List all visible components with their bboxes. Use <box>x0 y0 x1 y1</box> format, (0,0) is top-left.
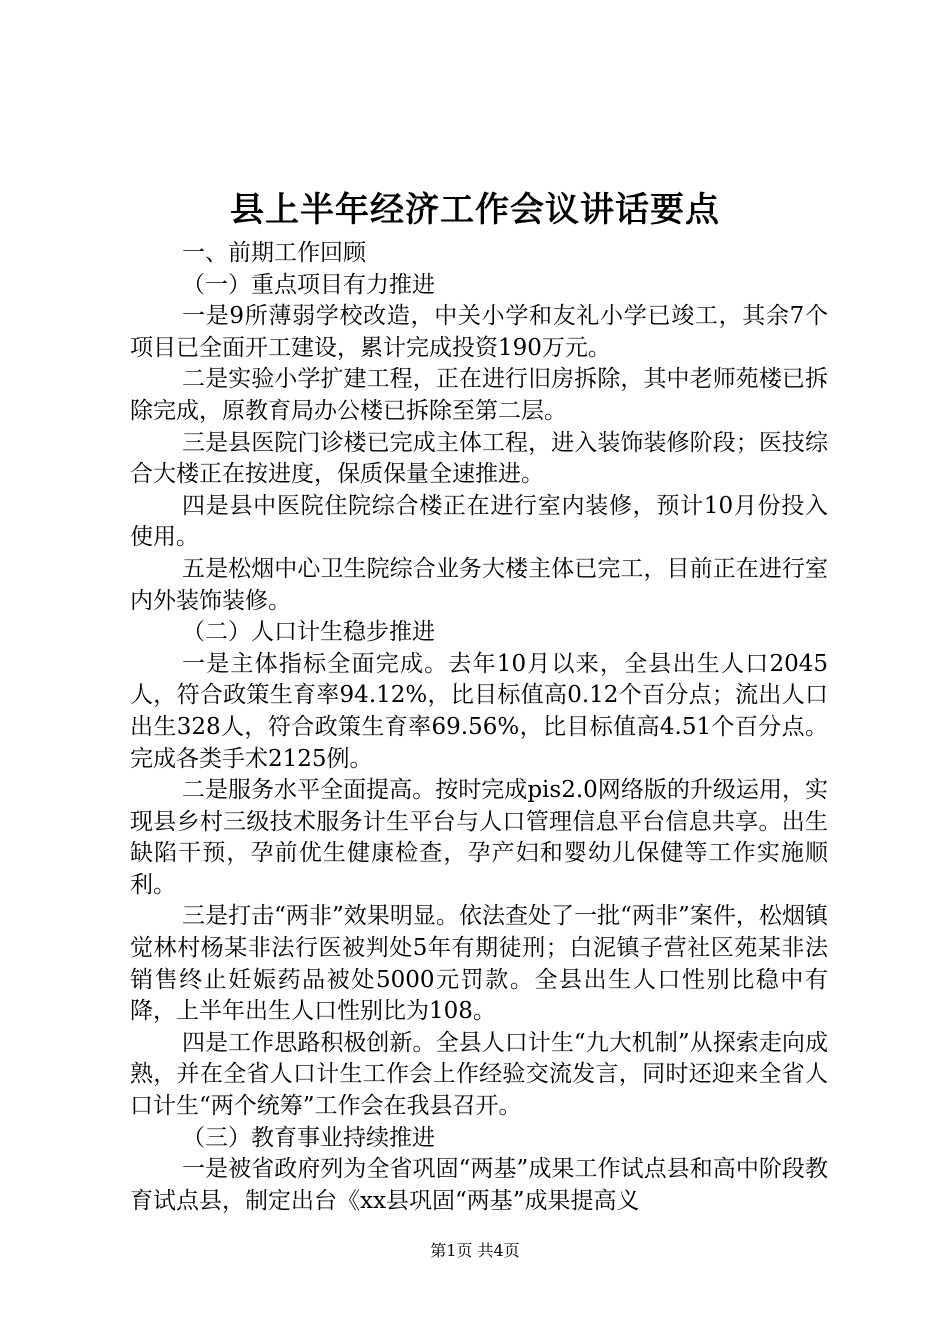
subsection-heading: （二）人口计生稳步推进 <box>182 619 435 646</box>
body-paragraph: 二是实验小学扩建工程，正在进行旧房拆除，其中老师苑楼已拆除完成，原教育局办公楼已拆除至第二层。 <box>130 366 828 424</box>
body-paragraph: 四是县中医院住院综合楼正在进行室内装修，预计10月份投入使用。 <box>130 492 828 551</box>
subsection-heading: （一）重点项目有力推进 <box>182 271 435 298</box>
page-number-footer: 第1页 共4页 <box>430 1241 520 1260</box>
document-body <box>130 238 828 1217</box>
body-paragraph: 五是松烟中心卫生院综合业务大楼主体已完工，目前正在进行室内外装饰装修。 <box>130 555 828 614</box>
document-title: 县上半年经济工作会议讲话要点 <box>230 190 720 230</box>
body-paragraph: 二是服务水平全面提高。按时完成pis2.0网络版的升级运用，实现县乡村三级技术服务计生平台与人口管理信息平台信息共享。出生缺陷干预，孕前优生健康检查，孕产妇和婴幼儿保健等工作实施顺利。 <box>130 777 828 898</box>
body-paragraph: 三是县医院门诊楼已完成主体工程，进入装饰装修阶段；医技综合大楼正在按进度，保质保量全速推进。 <box>130 429 828 488</box>
body-paragraph: 三是打击“两非”效果明显。依法查处了一批“两非”案件，松烟镇觉林村杨某非法行医被判处5年有期徒刑；白泥镇子营社区苑某非法销售终止妊娠药品被处5000元罚款。全县出生人口性别比稳中有降，上半年出生人口性别比为108。 <box>130 903 828 1025</box>
body-paragraph: 一是9所薄弱学校改造，中关小学和友礼小学已竣工，其余7个项目已全面开工建设，累计完成投资190万元。 <box>130 303 828 361</box>
subsection-heading: （三）教育事业持续推进 <box>182 1124 435 1151</box>
body-paragraph: 一是被省政府列为全省巩固“两基”成果工作试点县和高中阶段教育试点县，制定出台《xx县巩固“两基”成果提高义 <box>130 1156 828 1214</box>
section-heading: 一、前期工作回顾 <box>182 240 366 266</box>
body-paragraph: 四是工作思路积极创新。全县人口计生“九大机制”从探索走向成熟，并在全省人口计生工作会上作经验交流发言，同时还迎来全省人口计生“两个统筹”工作会在我县召开。 <box>130 1029 828 1120</box>
body-paragraph: 一是主体指标全面完成。去年10月以来，全县出生人口2045人，符合政策生育率94.12%，比目标值高0.12个百分点；流出人口出生328人，符合政策生育率69.56%，比目标值高4.51个百分点。完成各类手术2125例。 <box>130 650 828 772</box>
